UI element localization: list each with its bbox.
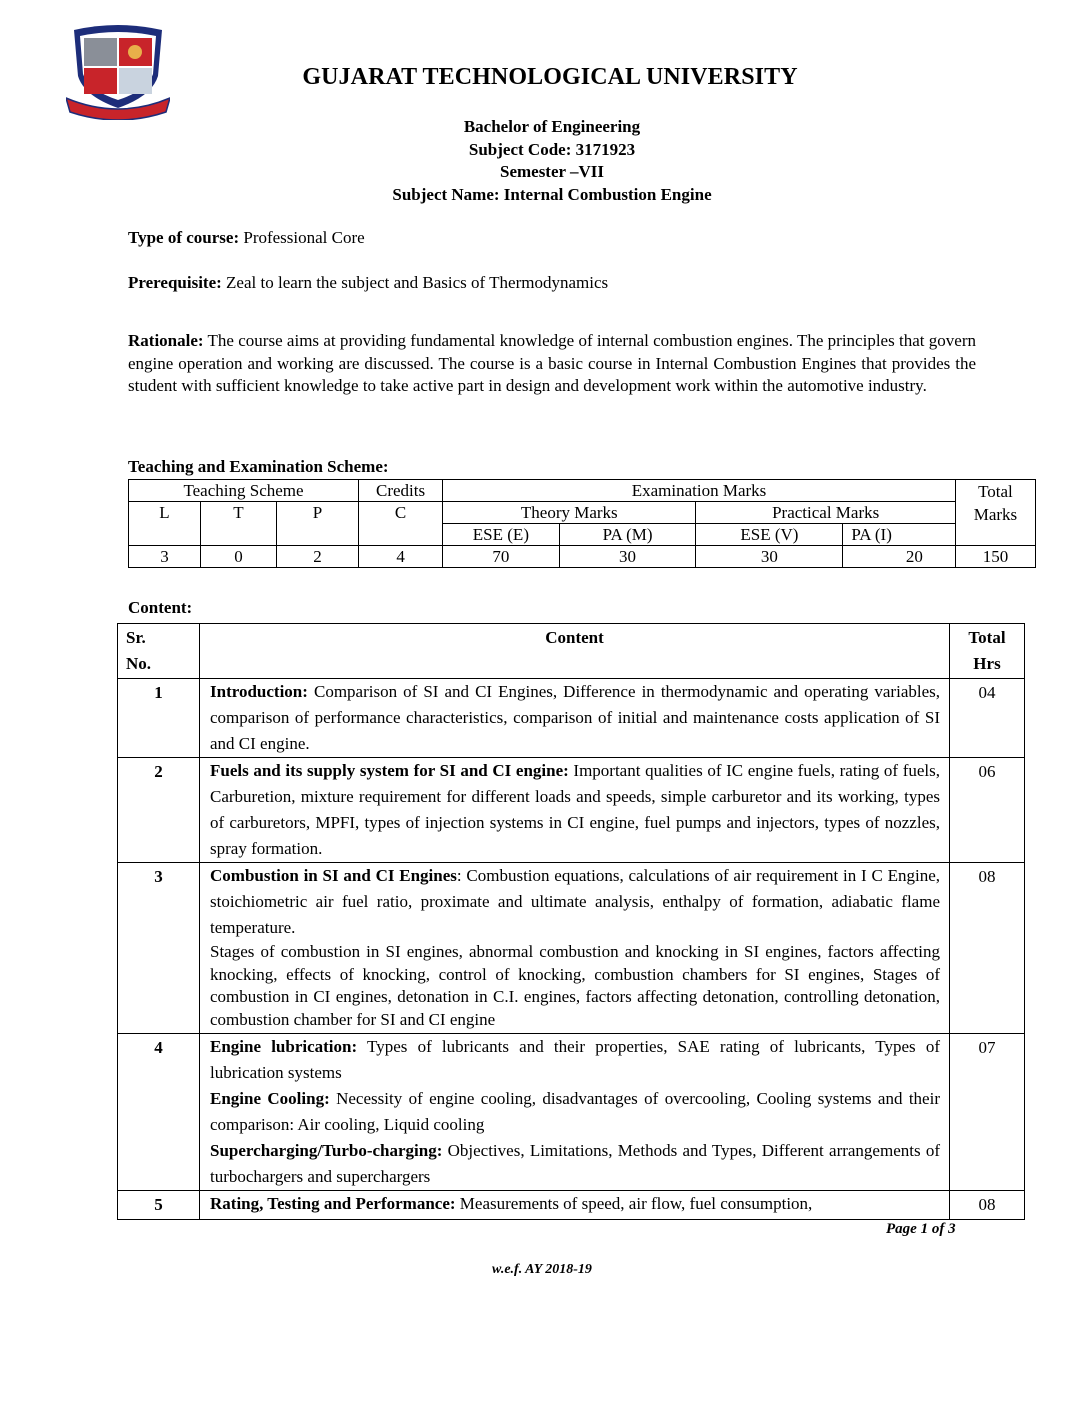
prerequisite-value: Zeal to learn the subject and Basics of Thermodynamics [221,273,609,292]
topic-paragraph [210,863,940,941]
topic-paragraph [210,1034,940,1086]
row-number: 5 [118,1191,200,1220]
sr-header-line2: No. [126,654,152,673]
row-content [200,1034,950,1191]
ese-v-value: 30 [696,546,843,568]
row-hours: 06 [950,758,1025,863]
scheme-values-row [129,546,1036,568]
content-row [118,679,1025,758]
sr-header-line1: Sr. [126,628,146,647]
topic-title: Engine lubrication: [210,1037,358,1056]
pa-m-header: PA (M) [559,524,696,546]
row-hours: 08 [950,863,1025,1034]
row-hours: 08 [950,1191,1025,1220]
teaching-scheme-header: Teaching Scheme [129,480,359,502]
content-row [118,1191,1025,1220]
page-number: Page 1 of 3 [886,1221,956,1237]
tutorial-header: T [200,502,276,546]
topic-text: Comparison of SI and CI Engines, Difference in thermodynamic and operating variables, comparison of performance characteristics, comparison of initial and maintenance costs application of SI and CI engine. [210,682,940,753]
topic-title: Combustion in SI and CI Engines [210,866,457,885]
row-number: 1 [118,679,200,758]
topic-title: Supercharging/Turbo-charging: [210,1141,443,1160]
row-content [200,1191,950,1220]
topic-paragraph [210,1138,940,1190]
university-name: GUJARAT TECHNOLOGICAL UNIVERSITY [302,64,798,90]
content-row [118,863,1025,1034]
row-hours: 07 [950,1034,1025,1191]
practical-value: 2 [276,546,358,568]
sr-no-header [118,624,200,679]
pa-m-value: 30 [559,546,696,568]
ese-e-header: ESE (E) [443,524,560,546]
content-header: Content [200,624,950,679]
tutorial-value: 0 [200,546,276,568]
credit-value: 4 [359,546,443,568]
course-type-value: Professional Core [239,228,365,247]
pa-i-value: 20 [843,546,955,568]
prerequisite [128,273,608,293]
row-content [200,679,950,758]
row-number: 2 [118,758,200,863]
topic-text: Objectives, Limitations, Methods and Types, Different arrangements of turbochargers and superchargers [210,1141,940,1186]
prerequisite-label: Prerequisite: [128,273,222,292]
rationale [128,330,976,398]
total-marks-value: 150 [955,546,1035,568]
topic-text: Types of lubricants and their properties, SAE rating of lubricants, Types of lubrication systems [210,1037,940,1082]
subject-name: Subject Name: Internal Combustion Engine [392,184,712,204]
topic-text: Necessity of engine cooling, disadvantages of overcooling, Cooling systems and their comparison: Air cooling, Liquid cooling [210,1089,940,1134]
topic-text: : Combustion equations, calculations of air requirement in I C Engine, stoichiometric air fuel ratio, proximate and ultimate analysis, enthalpy of formation, adiabatic flame temperature. [210,866,940,937]
row-number: 4 [118,1034,200,1191]
row-content [200,863,950,1034]
effective-year: w.e.f. AY 2018-19 [492,1262,592,1277]
rationale-label: Rationale: [128,331,204,350]
practical-header: P [276,502,358,546]
hrs-header-line2: Hrs [973,654,1001,673]
total-marks-header: Total Marks [955,480,1035,546]
subject-code: Subject Code: 3171923 [468,139,636,159]
content-row [118,1034,1025,1191]
course-header [300,116,804,206]
content-table [117,623,1025,1220]
total-hrs-header [950,624,1025,679]
practical-marks-header: Practical Marks [696,502,955,524]
topic-title: Introduction: [210,682,308,701]
rationale-text: The course aims at providing fundamental knowledge of internal combustion engines. The principles that govern engine operation and working are discussed. The course is a basic course in Internal Combustion Engines that provides the student with sufficient knowledge to take active part in design and development work within the automotive industry. [128,331,976,395]
topic-text: Stages of combustion in SI engines, abnormal combustion and knocking in SI engines, factors affecting knocking, effects of knocking, control of knocking, combustion chambers for SI engines, Stages of combustion in CI engines, detonation in C.I. engines, factors affecting detonation, controlling detonation, combustion chamber for SI and CI engine [210,942,940,1029]
topic-text: Important qualities of IC engine fuels, rating of fuels, Carburetion, mixture requirement for different loads and speeds, simple carburetor and its working, types of carburetors, MPFI, types of injection systems in CI engine, fuel pumps and injectors, types of nozzles, spray formation. [210,761,940,858]
topic-title: Fuels and its supply system for SI and CI engine: [210,761,569,780]
credits-header: Credits [359,480,443,502]
row-hours: 04 [950,679,1025,758]
topic-title: Rating, Testing and Performance: [210,1194,456,1213]
course-type [128,228,365,248]
row-number: 3 [118,863,200,1034]
topic-text: Measurements of speed, air flow, fuel consumption, [455,1194,813,1213]
credit-header: C [359,502,443,546]
lecture-value: 3 [129,546,201,568]
topic-title: Engine Cooling: [210,1089,330,1108]
topic-paragraph [210,941,940,1033]
program-name: Bachelor of Engineering [463,117,641,136]
scheme-title: Teaching and Examination Scheme: [128,457,389,476]
pa-i-header: PA (I) [843,524,955,546]
exam-marks-header: Examination Marks [443,480,956,502]
theory-marks-header: Theory Marks [443,502,696,524]
course-type-label: Type of course: [128,228,240,247]
row-content [200,758,950,863]
semester: Semester –VII [499,162,605,181]
teaching-exam-scheme-table [128,479,1036,568]
content-header-row [118,624,1025,679]
ese-e-value: 70 [443,546,560,568]
lecture-header: L [129,502,201,546]
content-title: Content: [128,598,193,617]
content-row [118,758,1025,863]
ese-v-header: ESE (V) [696,524,843,546]
hrs-header-line1: Total [968,628,1006,647]
topic-paragraph [210,1086,940,1138]
